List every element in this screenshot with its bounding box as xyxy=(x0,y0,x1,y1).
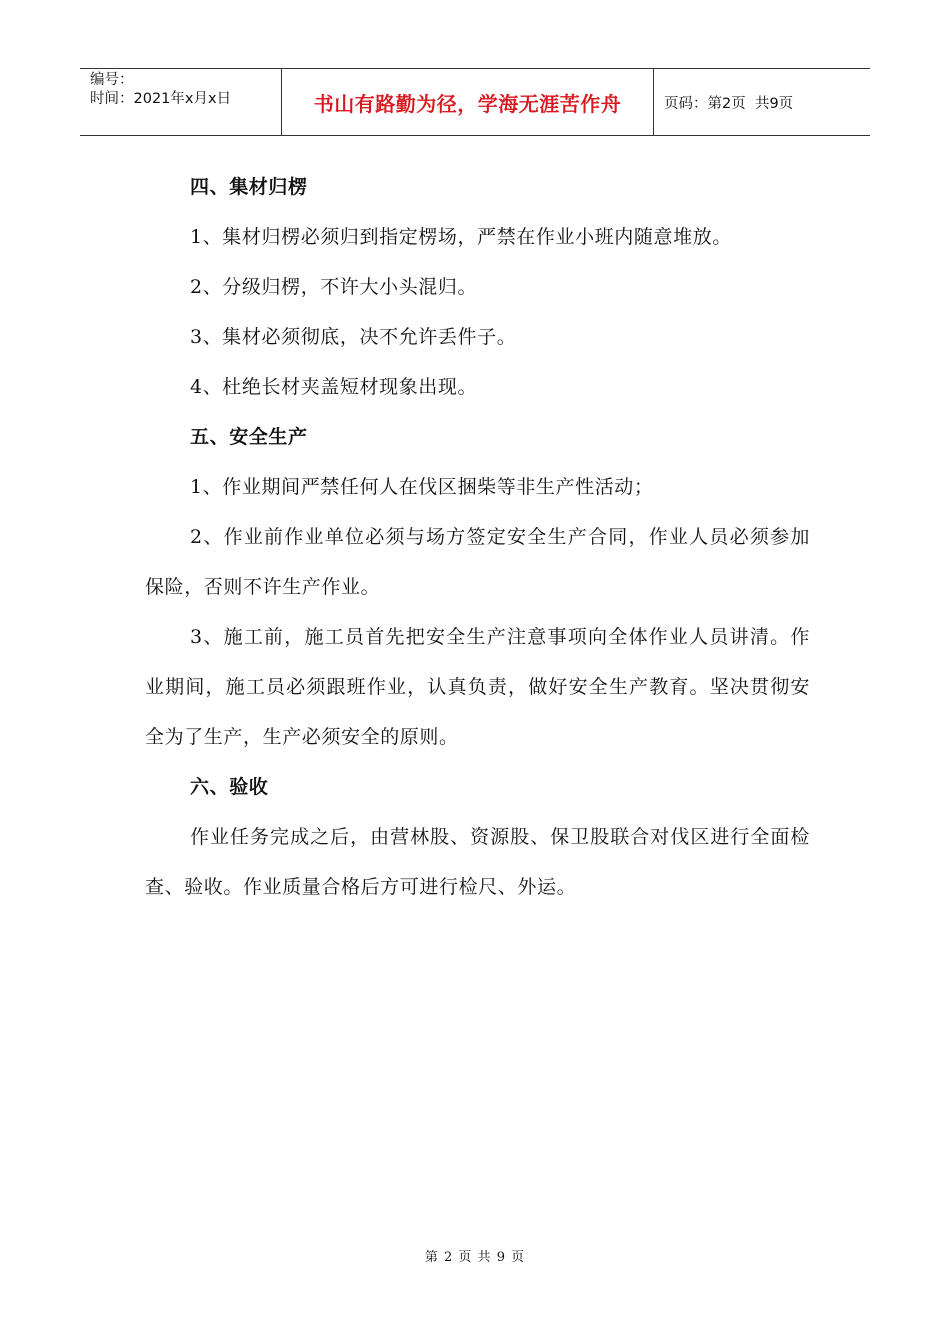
page-label: 页码：第2页 共9页 xyxy=(664,95,794,112)
footer-page-number: 第 2 页 共 9 页 xyxy=(424,1250,526,1265)
paragraph: 3、施工前，施工员首先把安全生产注意事项向全体作业人员讲清。作业期间，施工员必须跟班作业，认真负责，做好安全生产教育。坚决贯彻安全为了生产，生产必须安全的原则。 xyxy=(145,626,810,748)
time-label: 时间：2021年x月x日 xyxy=(90,91,232,107)
page-header xyxy=(80,68,870,136)
header-page-info xyxy=(654,69,870,135)
number-label: 编号： xyxy=(90,72,134,88)
paragraph: 4、杜绝长材夹盖短材现象出现。 xyxy=(190,376,478,398)
paragraph: 作业任务完成之后，由营林股、资源股、保卫股联合对伐区进行全面检查、验收。作业质量合格后方可进行检尺、外运。 xyxy=(145,826,810,898)
paragraph: 3、集材必须彻底，决不允许丢件子。 xyxy=(190,326,517,348)
page-footer xyxy=(0,1246,950,1265)
document-body xyxy=(145,162,810,912)
section-heading: 五、安全生产 xyxy=(190,426,308,448)
paragraph: 1、作业期间严禁任何人在伐区捆柴等非生产性活动； xyxy=(190,476,654,498)
section-acceptance xyxy=(145,762,810,912)
paragraph: 2、作业前作业单位必须与场方签定安全生产合同，作业人员必须参加保险，否则不许生产作业。 xyxy=(145,526,810,598)
paragraph: 1、集材归楞必须归到指定楞场，严禁在作业小班内随意堆放。 xyxy=(190,226,732,248)
paragraph: 2、分级归楞，不许大小头混归。 xyxy=(190,276,478,298)
header-motto: 书山有路勤为径，学海无涯苦作舟 xyxy=(282,69,654,135)
section-heading: 四、集材归楞 xyxy=(190,176,308,198)
section-heading: 六、验收 xyxy=(190,776,269,798)
section-collection xyxy=(145,162,810,412)
header-meta xyxy=(80,69,282,135)
section-safety xyxy=(145,412,810,762)
